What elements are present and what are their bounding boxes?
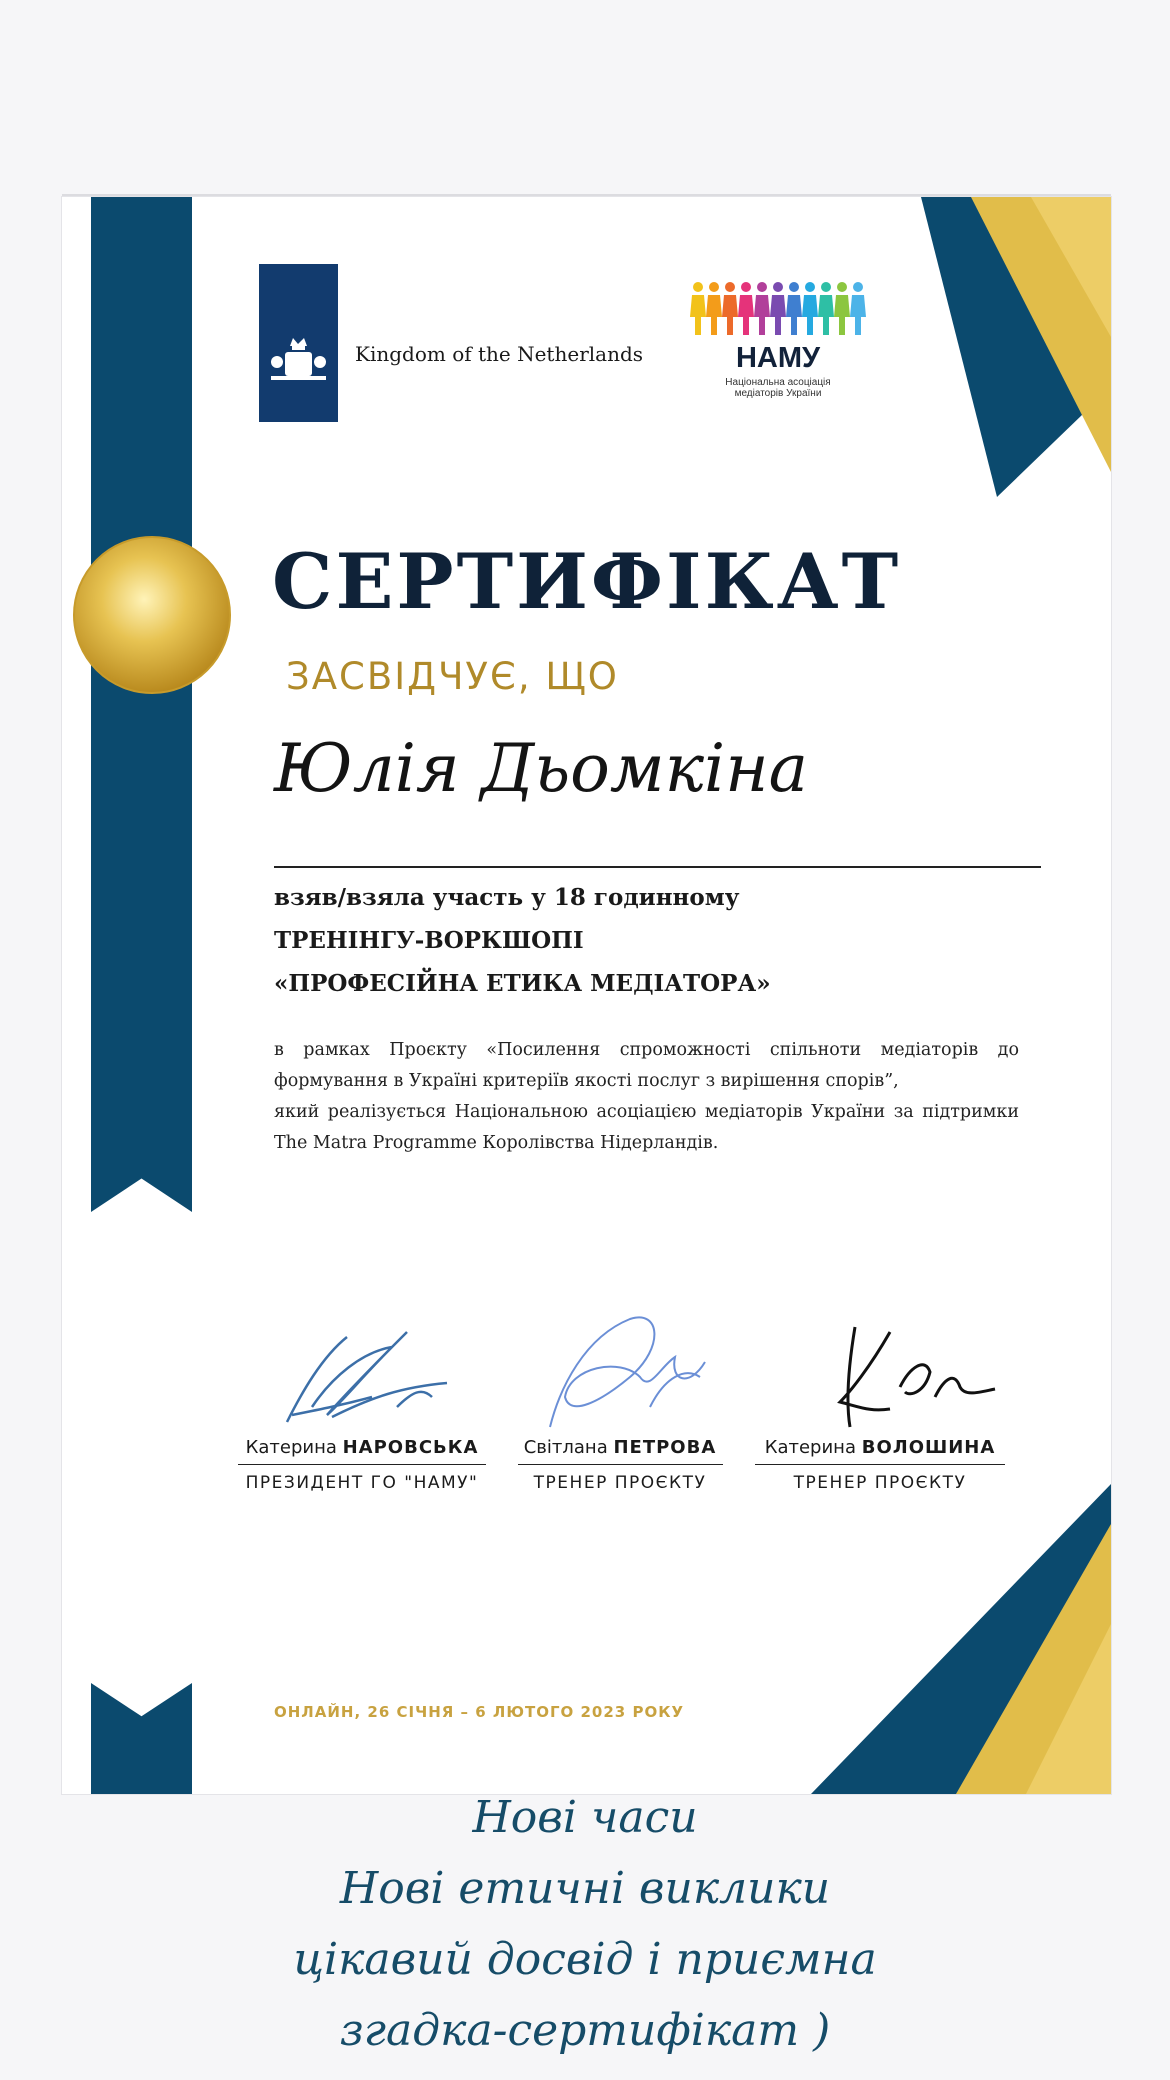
participation-statement xyxy=(274,876,771,1005)
project-description xyxy=(274,1035,1019,1159)
namu-subtitle-line-1: Національна асоціація xyxy=(725,377,831,388)
signatory-name xyxy=(518,1437,723,1465)
netherlands-logo xyxy=(259,264,338,422)
signatory-first-name: Катерина xyxy=(764,1437,856,1458)
caption xyxy=(0,1782,1170,2066)
recipient-name: Юлія Дьомкіна xyxy=(274,730,808,807)
signatory-last-name: ВОЛОШИНА xyxy=(861,1437,996,1458)
caption-line-4: згадка-сертифікат ) xyxy=(339,2005,831,2056)
person-figure xyxy=(754,282,770,335)
person-figure xyxy=(770,282,786,335)
certificate-subtitle: ЗАСВІДЧУЄ, ЩО xyxy=(286,655,619,698)
signatory-role: ТРЕНЕР ПРОЄКТУ xyxy=(793,1473,967,1493)
statement-line-3: «ПРОФЕСІЙНА ЕТИКА МЕДІАТОРА» xyxy=(274,970,771,997)
signatory-last-name: НАРОВСЬКА xyxy=(342,1437,479,1458)
caption-line-1: Нові часи xyxy=(472,1792,698,1843)
person-figure xyxy=(786,282,802,335)
certificate-title: СЕРТИФІКАТ xyxy=(272,537,902,626)
statement-line-2: ТРЕНІНГУ-ВОРКШОПІ xyxy=(274,927,584,954)
description-part-1: в рамках Проєкту «Посилення спроможності спільноти медіаторів до формування в Україні критеріїв якості послуг з вирішення спорів”, xyxy=(274,1040,1019,1091)
person-figure xyxy=(722,282,738,335)
person-figure xyxy=(706,282,722,335)
namu-people-icon xyxy=(690,279,872,337)
signature-scribble xyxy=(232,1297,492,1437)
signature-scribble xyxy=(490,1297,750,1437)
corner-decoration-top xyxy=(901,197,1111,507)
person-figure xyxy=(834,282,850,335)
caption-line-2: Нові етичні виклики xyxy=(339,1863,831,1914)
signature-block-1 xyxy=(232,1297,492,1493)
signature-block-2 xyxy=(490,1297,750,1493)
signatory-name xyxy=(238,1437,486,1465)
certificate xyxy=(62,197,1111,1794)
signatory-role: ПРЕЗИДЕНТ ГО "НАМУ" xyxy=(245,1473,479,1493)
person-figure xyxy=(690,282,706,335)
signatory-first-name: Світлана xyxy=(523,1437,608,1458)
recipient-underline xyxy=(274,866,1041,868)
namu-logo-subtitle xyxy=(708,377,848,399)
signature-scribble xyxy=(750,1297,1010,1437)
signatory-first-name: Катерина xyxy=(245,1437,337,1458)
ribbon-bottom xyxy=(91,1683,192,1794)
netherlands-logo-text: Kingdom of the Netherlands xyxy=(355,342,644,366)
signatory-role: ТРЕНЕР ПРОЄКТУ xyxy=(533,1473,707,1493)
person-figure xyxy=(802,282,818,335)
date-line: ОНЛАЙН, 26 СІЧНЯ – 6 ЛЮТОГО 2023 РОКУ xyxy=(274,1703,685,1721)
signature-block-3 xyxy=(750,1297,1010,1493)
caption-line-3: цікавий досвід і приємна xyxy=(293,1934,877,1985)
gold-seal-icon xyxy=(62,512,246,712)
signatures xyxy=(232,1297,1062,1537)
description-part-2: який реалізується Національною асоціацією медіаторів України за підтримки The Matra Programme Королівства Нідерландів. xyxy=(274,1102,1019,1153)
namu-subtitle-line-2: медіаторів України xyxy=(734,388,822,399)
namu-logo-title: НАМУ xyxy=(735,342,821,374)
statement-line-1: взяв/взяла участь у 18 годинному xyxy=(274,884,740,911)
person-figure xyxy=(738,282,754,335)
person-figure xyxy=(818,282,834,335)
signatory-last-name: ПЕТРОВА xyxy=(613,1437,717,1458)
signatory-name xyxy=(755,1437,1005,1465)
person-figure xyxy=(850,282,866,335)
crown-crest-icon xyxy=(259,264,338,422)
